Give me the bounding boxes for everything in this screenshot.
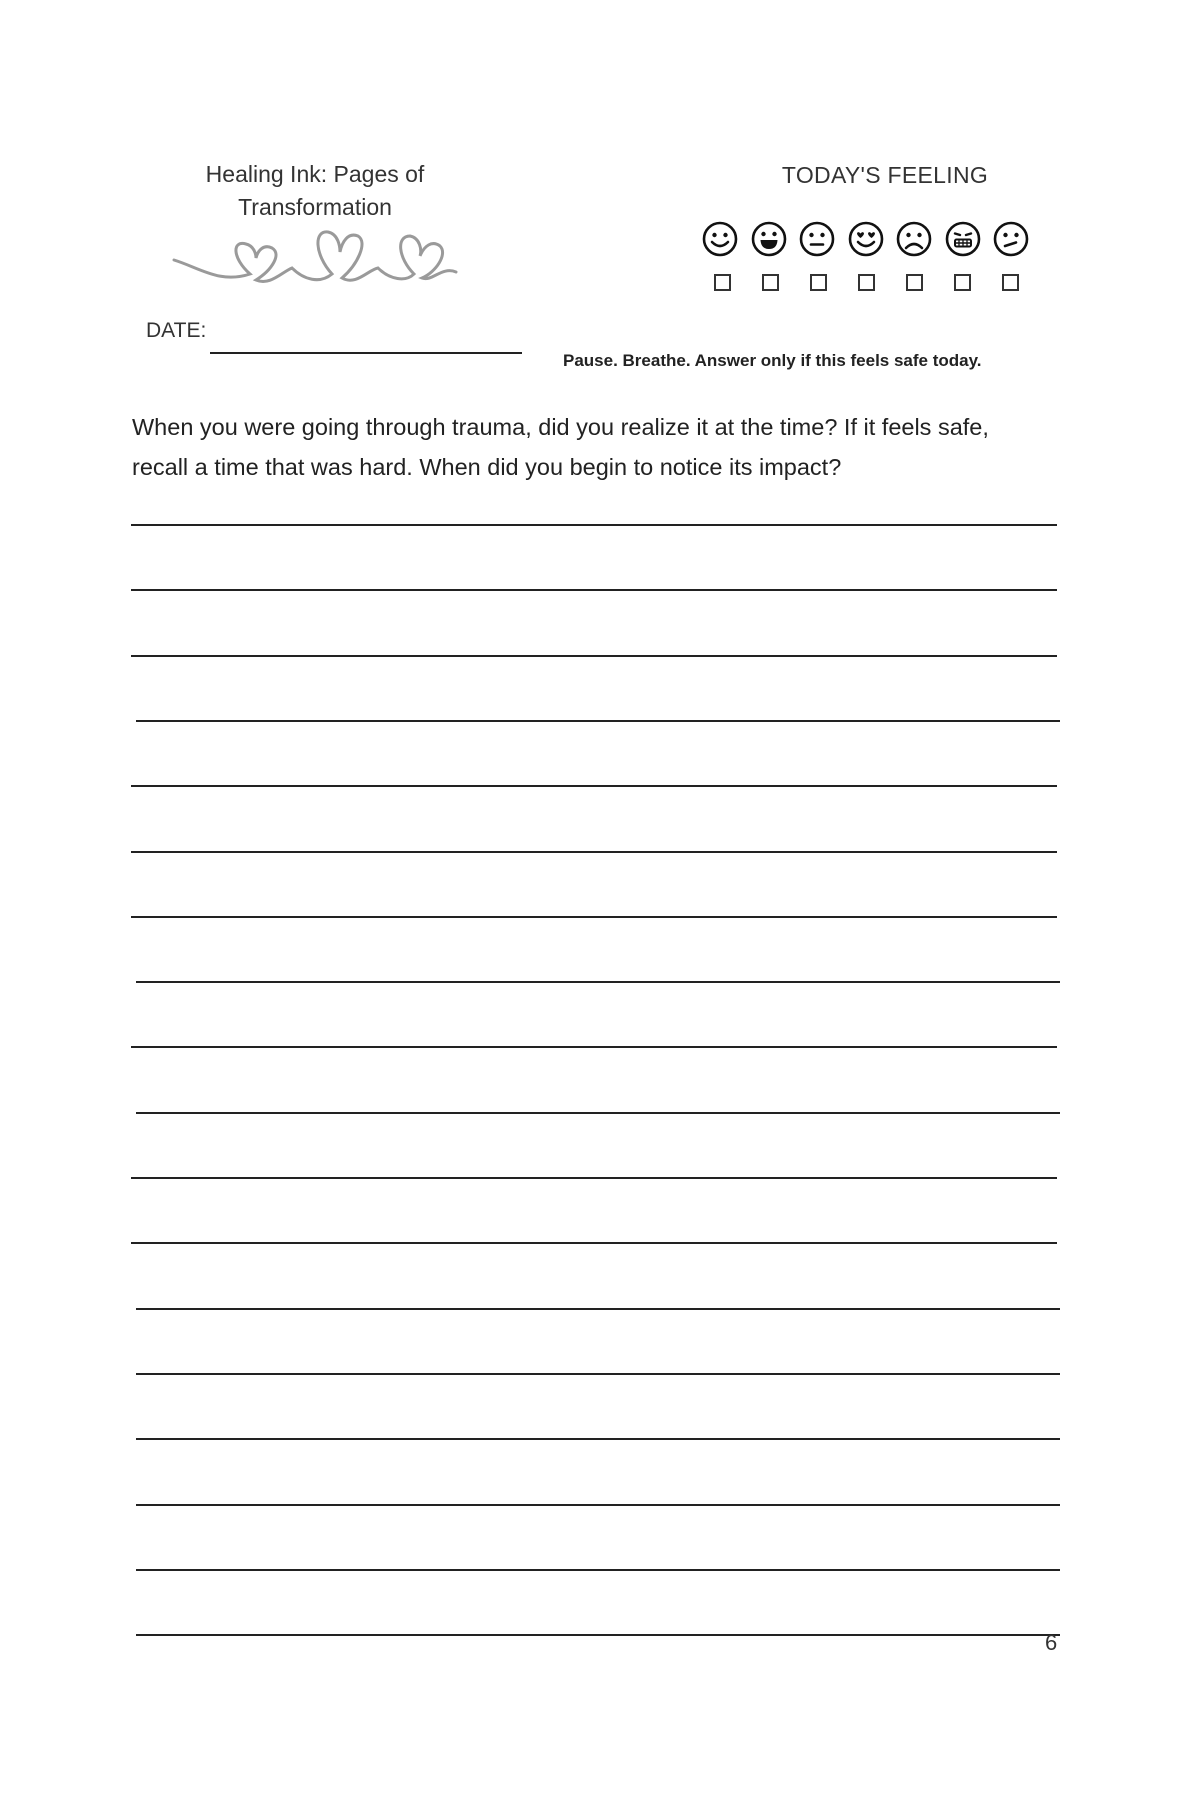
writing-line[interactable] <box>136 1438 1060 1440</box>
journal-question: When you were going through trauma, did you realize it at the time? If it feels safe, recall a time that was hard. When did you begin to notice its impact? <box>132 414 989 480</box>
writing-line[interactable] <box>131 589 1057 591</box>
neutral-face-icon <box>799 221 835 257</box>
writing-line[interactable] <box>136 1504 1060 1506</box>
feeling-checkboxes <box>714 274 1050 291</box>
writing-line[interactable] <box>131 1177 1057 1179</box>
grinning-face-icon <box>751 221 787 257</box>
date-field[interactable] <box>210 352 522 354</box>
feeling-checkbox[interactable] <box>762 274 779 291</box>
date-label: DATE: <box>146 319 207 342</box>
feeling-checkbox[interactable] <box>954 274 971 291</box>
writing-line[interactable] <box>131 1046 1057 1048</box>
writing-line[interactable] <box>136 981 1060 983</box>
writing-line[interactable] <box>131 655 1057 657</box>
writing-line[interactable] <box>131 916 1057 918</box>
page-number: 6 <box>1045 1630 1058 1655</box>
hearts-doodle-icon <box>170 222 460 290</box>
writing-line[interactable] <box>136 1112 1060 1114</box>
confused-face-icon <box>993 221 1029 257</box>
writing-line[interactable] <box>136 1569 1060 1571</box>
feeling-checkbox[interactable] <box>858 274 875 291</box>
safety-note: Pause. Breathe. Answer only if this feels safe today. <box>563 351 982 370</box>
smiling-face-icon <box>702 221 738 257</box>
writing-line[interactable] <box>131 785 1057 787</box>
emoji-row <box>702 221 1042 263</box>
journal-title: Healing Ink: Pages of Transformation <box>205 161 425 220</box>
feeling-checkbox[interactable] <box>810 274 827 291</box>
feeling-checkbox[interactable] <box>714 274 731 291</box>
writing-line[interactable] <box>136 720 1060 722</box>
writing-line[interactable] <box>131 851 1057 853</box>
feeling-checkbox[interactable] <box>906 274 923 291</box>
writing-line[interactable] <box>136 1634 1060 1636</box>
heart-eyes-face-icon <box>848 221 884 257</box>
todays-feeling-title: TODAY'S FEELING <box>781 162 989 188</box>
writing-line[interactable] <box>136 1373 1060 1375</box>
grimacing-face-icon <box>945 221 981 257</box>
writing-line[interactable] <box>131 524 1057 526</box>
writing-line[interactable] <box>131 1242 1057 1244</box>
feeling-checkbox[interactable] <box>1002 274 1019 291</box>
writing-line[interactable] <box>136 1308 1060 1310</box>
frowning-face-icon <box>896 221 932 257</box>
